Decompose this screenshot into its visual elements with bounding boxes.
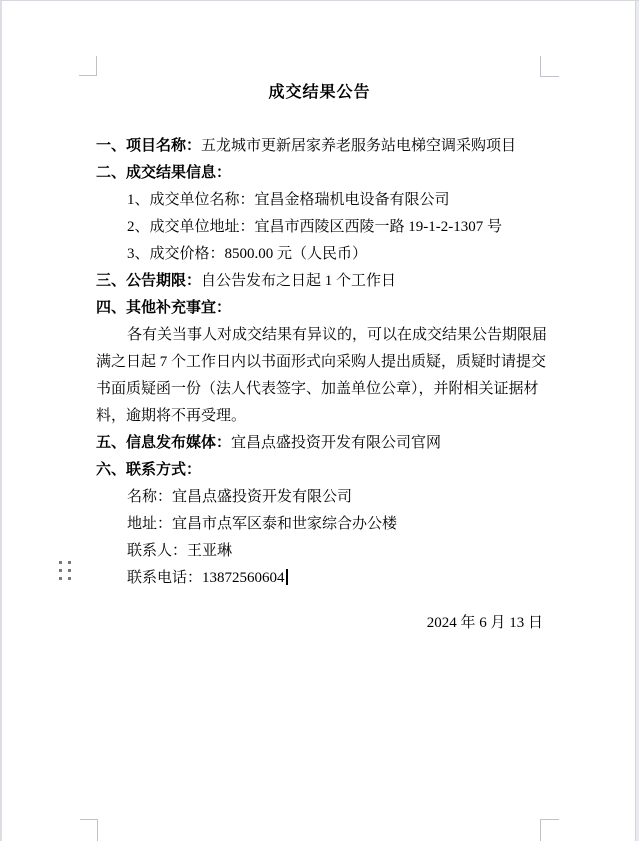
- doc-line[interactable]: [96, 241, 543, 268]
- doc-line[interactable]: [96, 349, 547, 376]
- doc-line[interactable]: [96, 295, 543, 322]
- doc-line[interactable]: [96, 376, 543, 403]
- doc-line[interactable]: [96, 322, 548, 349]
- title-gap: [96, 106, 543, 133]
- doc-line[interactable]: [96, 457, 543, 484]
- doc-line[interactable]: [96, 565, 543, 592]
- doc-line-text: 2、成交单位地址：宜昌市西陵区西陵一路 19-1-2-1307 号: [127, 219, 502, 235]
- doc-line-bold-label: 三、公告期限：: [96, 273, 202, 289]
- doc-line-text: 书面质疑函一份（法人代表签字、加盖单位公章），并附相关证据材: [96, 381, 539, 397]
- doc-line[interactable]: [96, 403, 543, 430]
- document-date[interactable]: 2024 年 6 月 13 日: [426, 615, 543, 631]
- drag-dot: [68, 569, 71, 572]
- doc-line-text: 各有关当事人对成交结果有异议的，可以在成交结果公告期限届: [127, 327, 548, 343]
- document-title[interactable]: 成交结果公告: [268, 84, 371, 101]
- doc-line[interactable]: [96, 214, 543, 241]
- doc-line-text: 自公告发布之日起 1 个工作日: [201, 273, 397, 289]
- doc-line-text: 地址：宜昌市点军区泰和世家综合办公楼: [127, 516, 398, 532]
- margin-crop-mark-top-right: [540, 56, 559, 77]
- margin-crop-mark-bottom-left: [80, 819, 98, 841]
- doc-line-bold-label: 一、项目名称：: [96, 138, 202, 154]
- document-content: [96, 79, 548, 637]
- doc-line-text: 1、成交单位名称：宜昌金格瑞机电设备有限公司: [127, 192, 450, 208]
- doc-line-text: 联系人：王亚琳: [127, 543, 233, 559]
- drag-dot: [59, 569, 62, 572]
- doc-line-text: 五龙城市更新居家养老服务站电梯空调采购项目: [201, 138, 517, 154]
- text-cursor: [286, 569, 288, 585]
- doc-line-text: 宜昌点盛投资开发有限公司官网: [231, 435, 442, 451]
- drag-dot: [59, 577, 62, 580]
- doc-line[interactable]: [96, 538, 543, 565]
- doc-line[interactable]: [96, 133, 543, 160]
- doc-line-text: 名称：宜昌点盛投资开发有限公司: [127, 489, 353, 505]
- doc-line-text: 3、成交价格：8500.00 元（人民币）: [127, 246, 368, 262]
- doc-line-text: 联系电话：13872560604: [127, 570, 285, 586]
- doc-line-bold-label: 五、信息发布媒体：: [96, 435, 232, 451]
- doc-line[interactable]: [96, 511, 543, 538]
- margin-crop-mark-top-left: [79, 56, 97, 76]
- doc-line[interactable]: [96, 160, 543, 187]
- doc-line-bold-label: 四、其他补充事宜：: [96, 300, 232, 316]
- doc-line-text: 满之日起 7 个工作日内以书面形式向采购人提出质疑，质疑时请提交: [96, 354, 547, 370]
- doc-line-bold-label: 六、联系方式：: [96, 462, 202, 478]
- window-left-edge: [0, 1, 2, 841]
- doc-line-text: 料，逾期将不再受理。: [96, 408, 247, 424]
- doc-line[interactable]: [96, 187, 543, 214]
- doc-body: [96, 133, 548, 592]
- drag-dot: [68, 577, 71, 580]
- margin-crop-mark-bottom-right: [540, 819, 559, 841]
- doc-line[interactable]: [96, 484, 543, 511]
- drag-dot: [68, 561, 71, 564]
- window-right-edge: [635, 1, 639, 841]
- drag-dot: [59, 561, 62, 564]
- doc-line-bold-label: 二、成交结果信息：: [96, 165, 232, 181]
- doc-line[interactable]: [96, 268, 543, 295]
- drag-handle-icon[interactable]: [59, 561, 71, 580]
- doc-line[interactable]: [96, 430, 543, 457]
